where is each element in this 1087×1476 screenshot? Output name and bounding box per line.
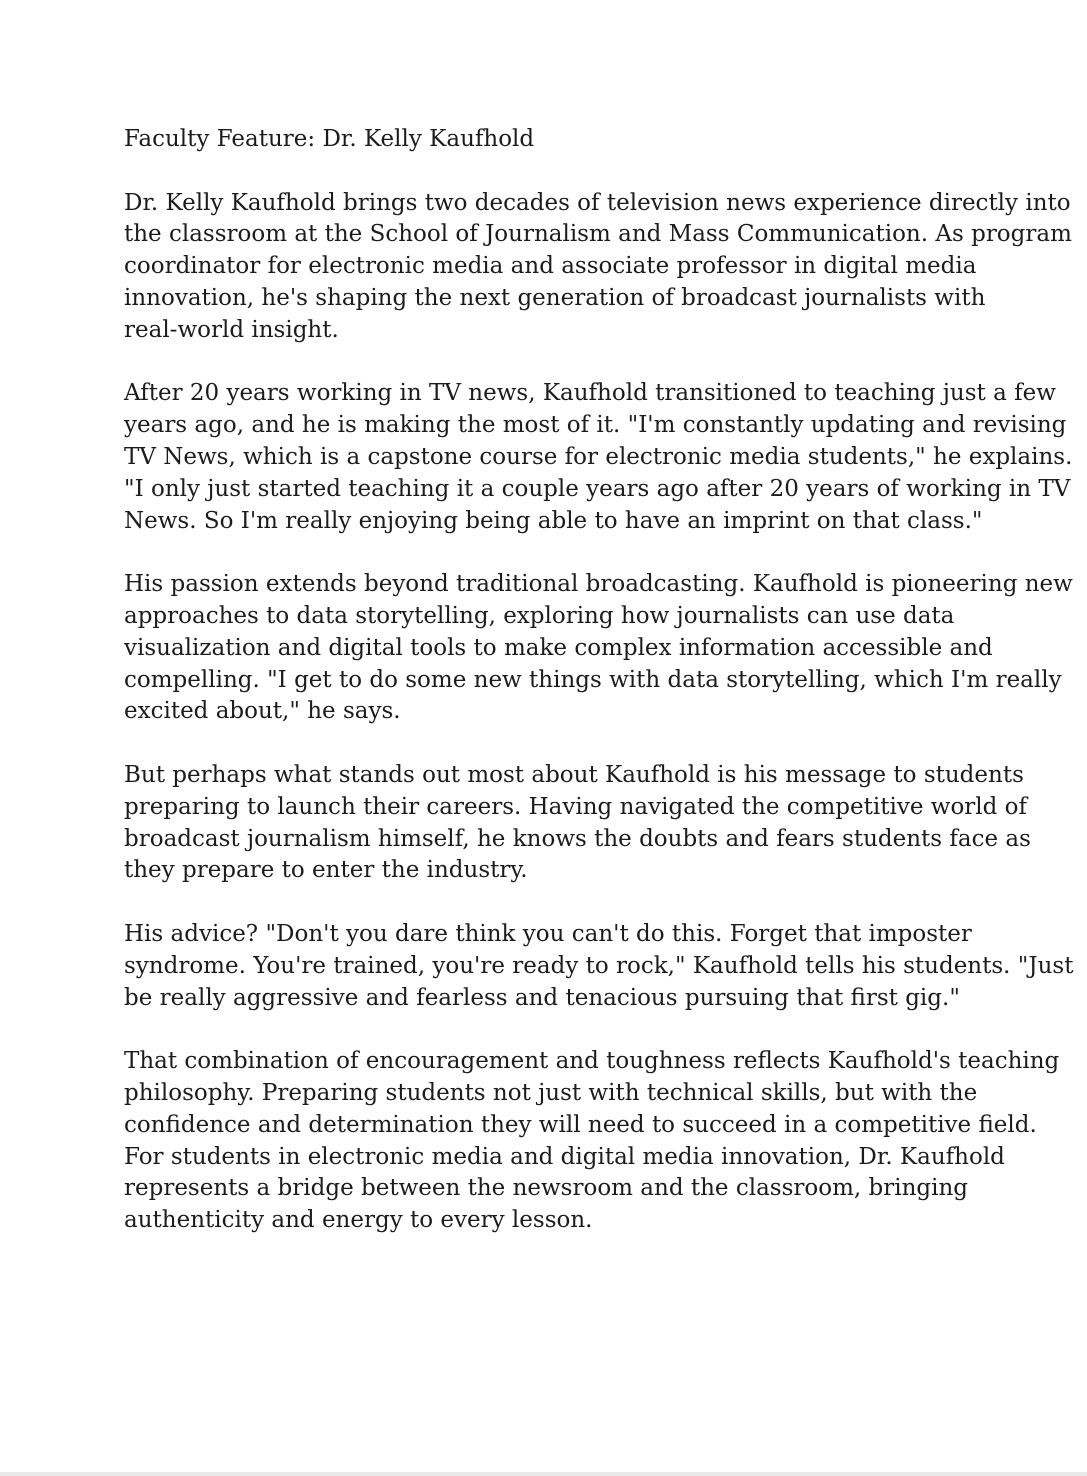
- paragraph-line: philosophy. Preparing students not just with technical skills, but with the: [124, 1079, 978, 1106]
- article-title: [124, 124, 1014, 156]
- paragraph-line: "I only just started teaching it a couple years ago after 20 years of working in TV: [124, 475, 1071, 502]
- paragraph-conclusion: [124, 1046, 1060, 1237]
- paragraph-line: TV News, which is a capstone course for electronic media students," he explains.: [124, 443, 1073, 470]
- paragraph-line: His advice? "Don't you dare think you can't do this. Forget that imposter: [124, 920, 972, 947]
- paragraph-data-storytelling: [124, 569, 1073, 728]
- paragraph-line: they prepare to enter the industry.: [124, 857, 528, 884]
- paragraph-line: the classroom at the School of Journalism and Mass Communication. As program: [124, 221, 1072, 248]
- paragraph-line: His passion extends beyond traditional broadcasting. Kaufhold is pioneering new: [124, 571, 1073, 598]
- paragraph-tv-news: [124, 378, 1073, 537]
- paragraph-line: real-world insight.: [124, 316, 339, 343]
- paragraph-line: preparing to launch their careers. Having navigated the competitive world of: [124, 793, 1028, 820]
- page-bottom-edge: [0, 1472, 1087, 1476]
- paragraph-line: News. So I'm really enjoying being able to have an imprint on that class.": [124, 507, 983, 534]
- paragraph-line: represents a bridge between the newsroom and the classroom, bringing: [124, 1175, 969, 1202]
- paragraph-line: approaches to data storytelling, exploring how journalists can use data: [124, 602, 955, 629]
- paragraph-line: authenticity and energy to every lesson.: [124, 1207, 593, 1234]
- paragraph-line: years ago, and he is making the most of it. "I'm constantly updating and revising: [124, 412, 1067, 439]
- paragraph-line: broadcast journalism himself, he knows the doubts and fears students face as: [124, 825, 1031, 852]
- paragraph-advice: [124, 919, 1074, 1014]
- paragraph-line: confidence and determination they will need to succeed in a competitive field.: [124, 1111, 1037, 1138]
- paragraph-line: be really aggressive and fearless and tenacious pursuing that first gig.": [124, 984, 960, 1011]
- paragraph-line: visualization and digital tools to make complex information accessible and: [124, 634, 993, 661]
- paragraph-intro: [124, 188, 1072, 347]
- paragraph-line: That combination of encouragement and toughness reflects Kaufhold's teaching: [124, 1048, 1060, 1075]
- paragraph-line: compelling. "I get to do some new things with data storytelling, which I'm really: [124, 666, 1062, 693]
- paragraph-message: [124, 760, 1031, 887]
- article-body: [124, 124, 1074, 1237]
- paragraph-line: But perhaps what stands out most about Kaufhold is his message to students: [124, 761, 1024, 788]
- paragraph-line: After 20 years working in TV news, Kaufhold transitioned to teaching just a few: [124, 380, 1056, 407]
- paragraph-line: excited about," he says.: [124, 698, 401, 725]
- paragraph-line: For students in electronic media and digital media innovation, Dr. Kaufhold: [124, 1143, 1005, 1170]
- paragraph-line: coordinator for electronic media and associate professor in digital media: [124, 253, 977, 280]
- paragraph-line: syndrome. You're trained, you're ready to rock," Kaufhold tells his students. "Just: [124, 952, 1074, 979]
- paragraph-line: Dr. Kelly Kaufhold brings two decades of television news experience directly into: [124, 189, 1071, 216]
- title-text: Faculty Feature: Dr. Kelly Kaufhold: [124, 126, 535, 152]
- paragraph-line: innovation, he's shaping the next generation of broadcast journalists with: [124, 284, 986, 311]
